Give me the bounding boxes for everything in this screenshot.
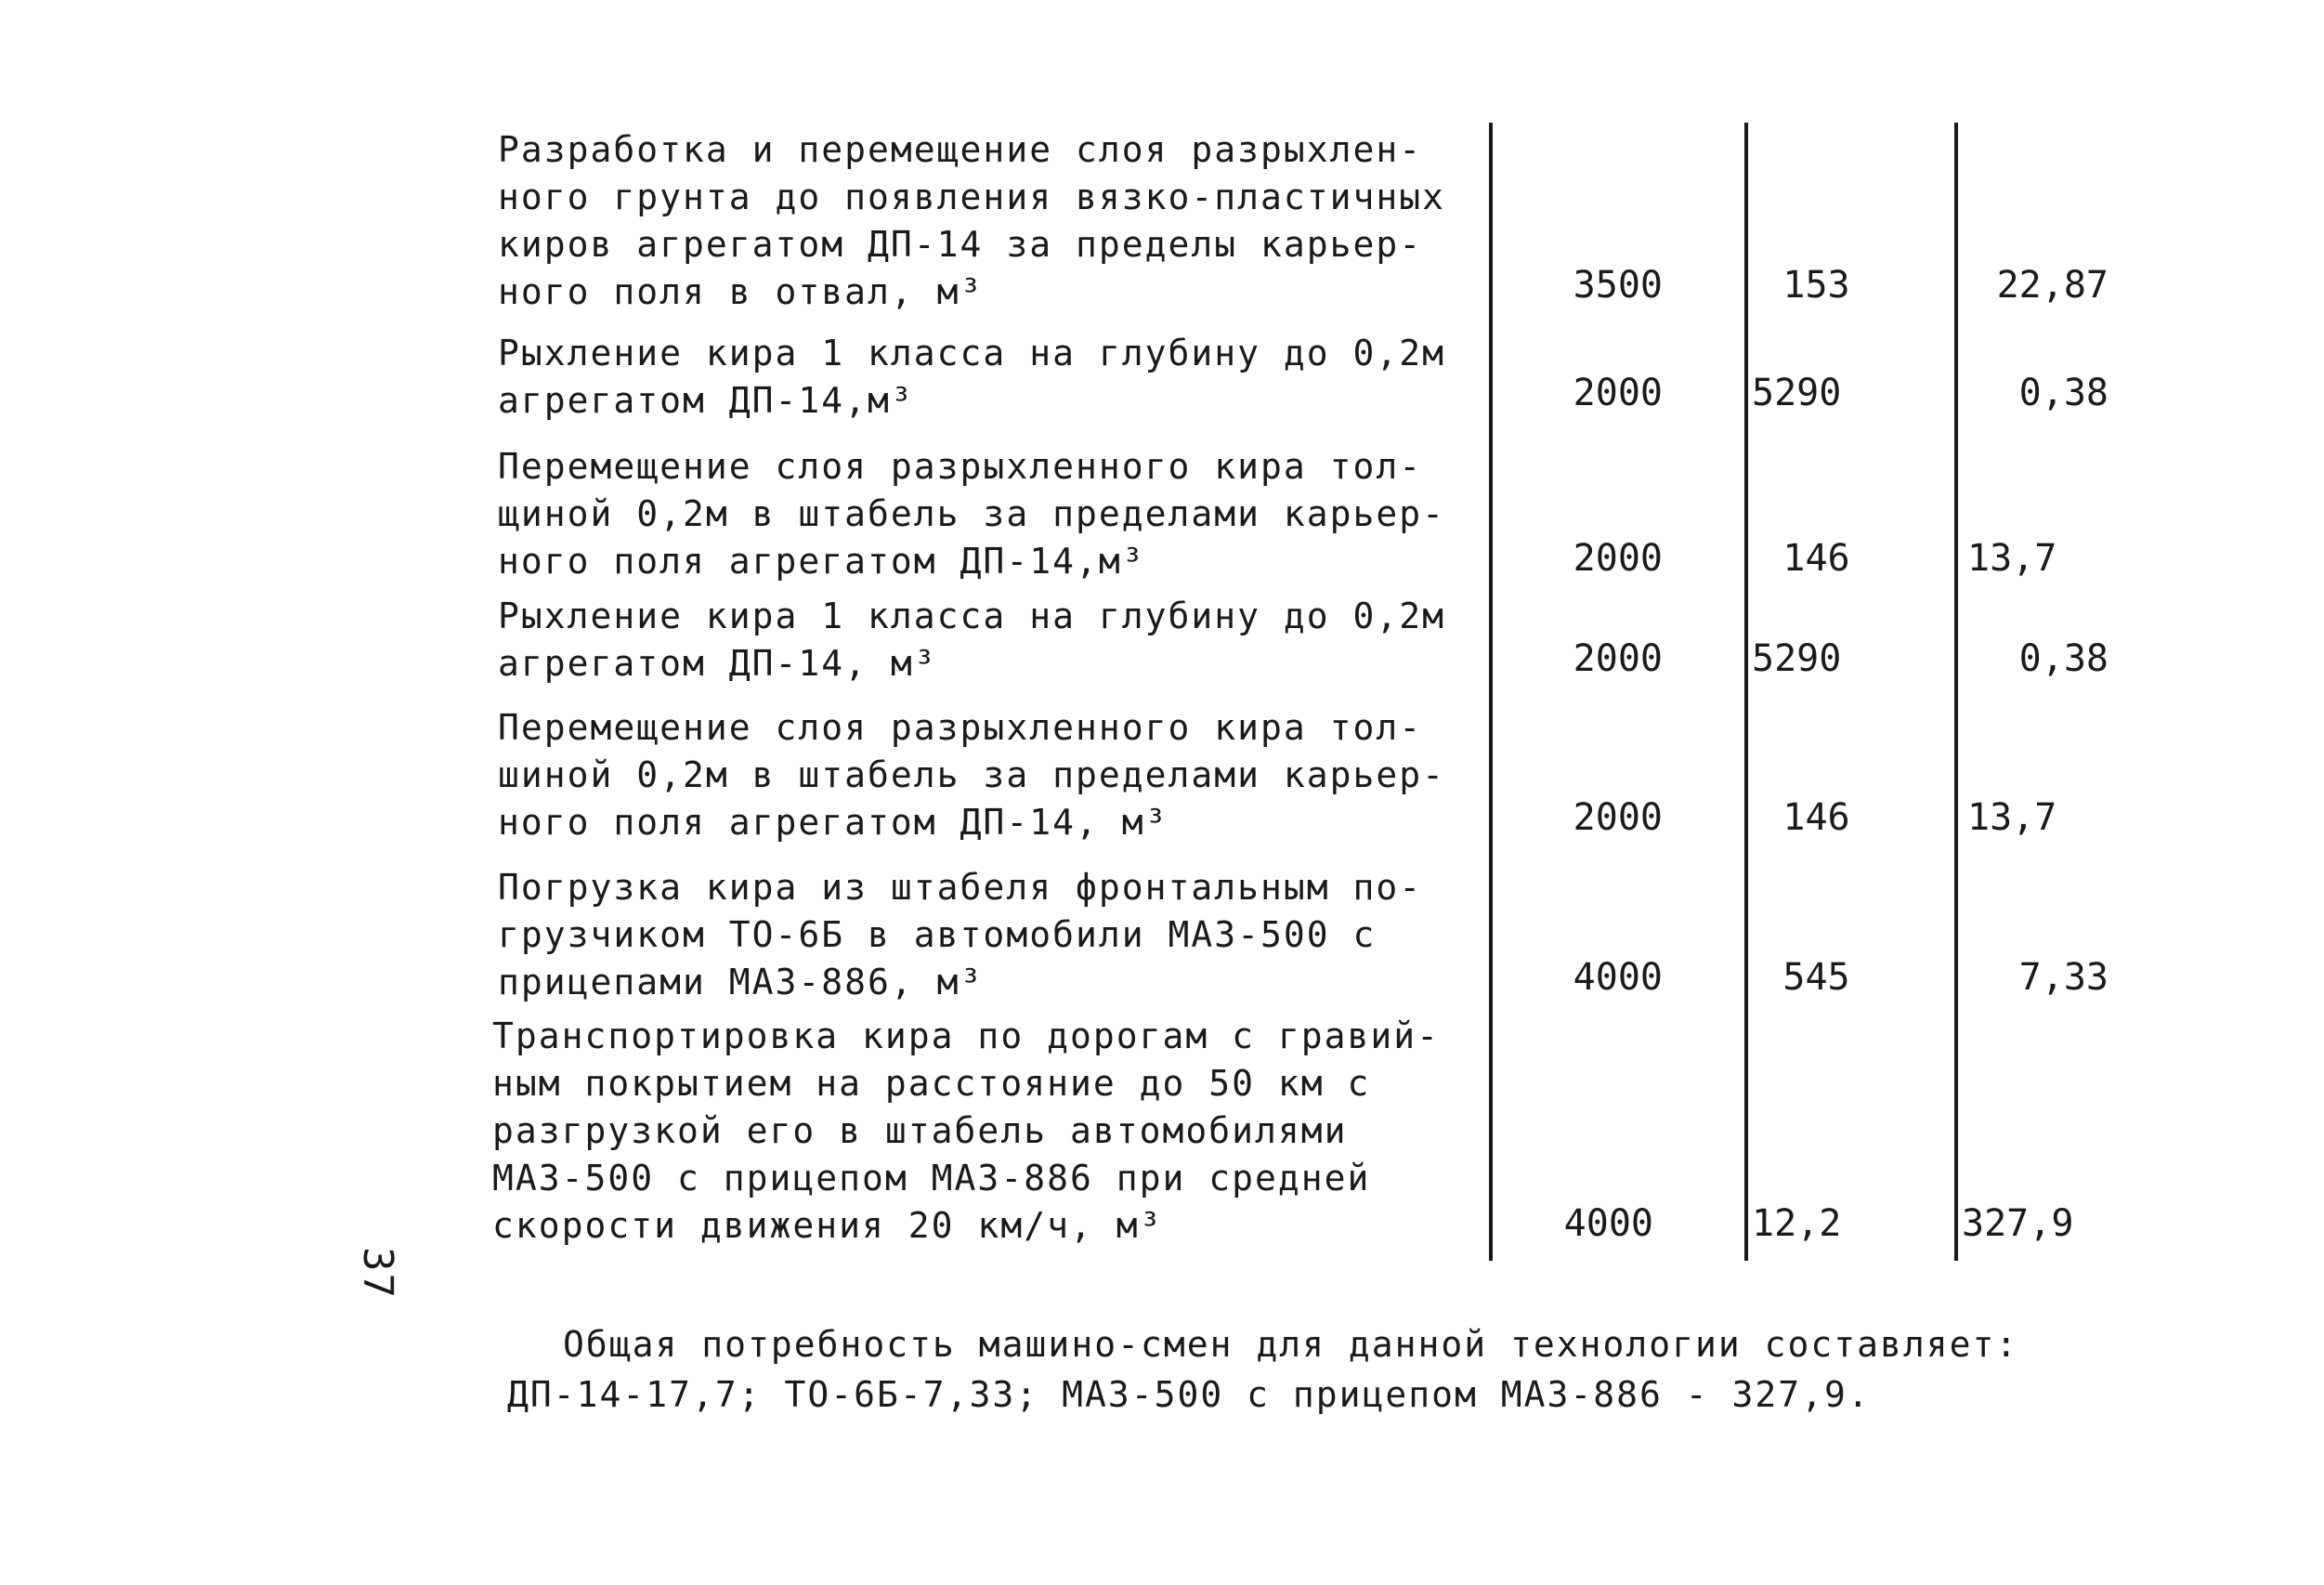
table-row-description bbox=[492, 1013, 1458, 1250]
description-line: Погрузка кира из штабеля фронтальным по- bbox=[498, 867, 1423, 908]
shifts-cell: 0,38 bbox=[2018, 372, 2109, 414]
shifts-cell: 0,38 bbox=[2018, 637, 2109, 680]
description-line: агрегатом ДП-14, м³ bbox=[498, 643, 937, 684]
norm-cell: 12,2 bbox=[1752, 1202, 1842, 1245]
description-line: ного поля агрегатом ДП-14,м³ bbox=[498, 541, 1145, 582]
description-line: Транспортировка кира по дорогам с гравий- bbox=[492, 1015, 1440, 1056]
volume-cell: 3500 bbox=[1573, 264, 1663, 307]
norm-cell: 5290 bbox=[1752, 637, 1842, 680]
description-line: щиной 0,2м в штабель за пределами карьер- bbox=[498, 493, 1445, 534]
description-line: Рыхление кира 1 класса на глубину до 0,2м bbox=[498, 596, 1445, 636]
table-column-divider-3 bbox=[1954, 123, 1958, 1261]
shifts-cell: 7,33 bbox=[2018, 956, 2109, 999]
summary-line-1: Общая потребность машино-смен для данной технологии составляет: bbox=[563, 1324, 2019, 1365]
description-line: МАЗ-500 с прицепом МАЗ-886 при средней bbox=[492, 1158, 1371, 1199]
norm-cell: 5290 bbox=[1752, 372, 1842, 414]
description-line: грузчиком ТО-6Б в автомобили МАЗ-500 с bbox=[498, 914, 1377, 955]
summary-paragraph bbox=[507, 1319, 2018, 1420]
description-line: киров агрегатом ДП-14 за пределы карьер- bbox=[498, 224, 1423, 265]
table-row-description bbox=[498, 593, 1464, 688]
table-row-description bbox=[498, 864, 1464, 1006]
description-line: шиной 0,2м в штабель за пределами карьер- bbox=[498, 754, 1445, 795]
shifts-cell: 327,9 bbox=[1962, 1202, 2074, 1245]
description-line: ным покрытием на расстояние до 50 км с bbox=[492, 1063, 1371, 1104]
description-line: ного грунта до появления вязко-пластичных bbox=[498, 177, 1445, 217]
description-line: ного поля агрегатом ДП-14, м³ bbox=[498, 802, 1169, 843]
description-line: ного поля в отвал, м³ bbox=[498, 271, 984, 312]
volume-cell: 2000 bbox=[1573, 796, 1663, 839]
description-line: прицепами МАЗ-886, м³ bbox=[498, 962, 984, 1002]
volume-cell: 2000 bbox=[1573, 637, 1663, 680]
norm-cell: 153 bbox=[1782, 264, 1850, 307]
shifts-cell: 13,7 bbox=[1967, 796, 2057, 839]
table-column-divider-1 bbox=[1489, 123, 1493, 1261]
description-line: Рыхление кира 1 класса на глубину до 0,2м bbox=[498, 333, 1445, 373]
page-number: 37 bbox=[354, 1247, 401, 1300]
norm-cell: 146 bbox=[1782, 537, 1850, 580]
description-line: Перемещение слоя разрыхленного кира тол- bbox=[498, 446, 1423, 487]
shifts-cell: 22,87 bbox=[1996, 264, 2109, 307]
volume-cell: 4000 bbox=[1573, 956, 1663, 999]
summary-line-2: ДП-14-17,7; ТО-6Б-7,33; МАЗ-500 с прицепом МАЗ-886 - 327,9. bbox=[507, 1374, 1871, 1415]
table-row-description bbox=[498, 704, 1464, 846]
description-line: Перемещение слоя разрыхленного кира тол- bbox=[498, 707, 1423, 748]
table-row-description bbox=[498, 126, 1464, 316]
table-column-divider-2 bbox=[1744, 123, 1748, 1261]
description-line: Разработка и перемещение слоя разрыхлен- bbox=[498, 129, 1423, 170]
table-row-description bbox=[498, 443, 1464, 585]
description-line: разгрузкой его в штабель автомобилями bbox=[492, 1110, 1348, 1151]
norm-cell: 146 bbox=[1782, 796, 1850, 839]
norm-cell: 545 bbox=[1782, 956, 1850, 999]
volume-cell: 2000 bbox=[1573, 372, 1663, 414]
volume-cell: 4000 bbox=[1563, 1202, 1653, 1245]
description-line: скорости движения 20 км/ч, м³ bbox=[492, 1205, 1163, 1246]
volume-cell: 2000 bbox=[1573, 537, 1663, 580]
description-line: агрегатом ДП-14,м³ bbox=[498, 380, 914, 421]
shifts-cell: 13,7 bbox=[1967, 537, 2057, 580]
table-row-description bbox=[498, 330, 1464, 425]
